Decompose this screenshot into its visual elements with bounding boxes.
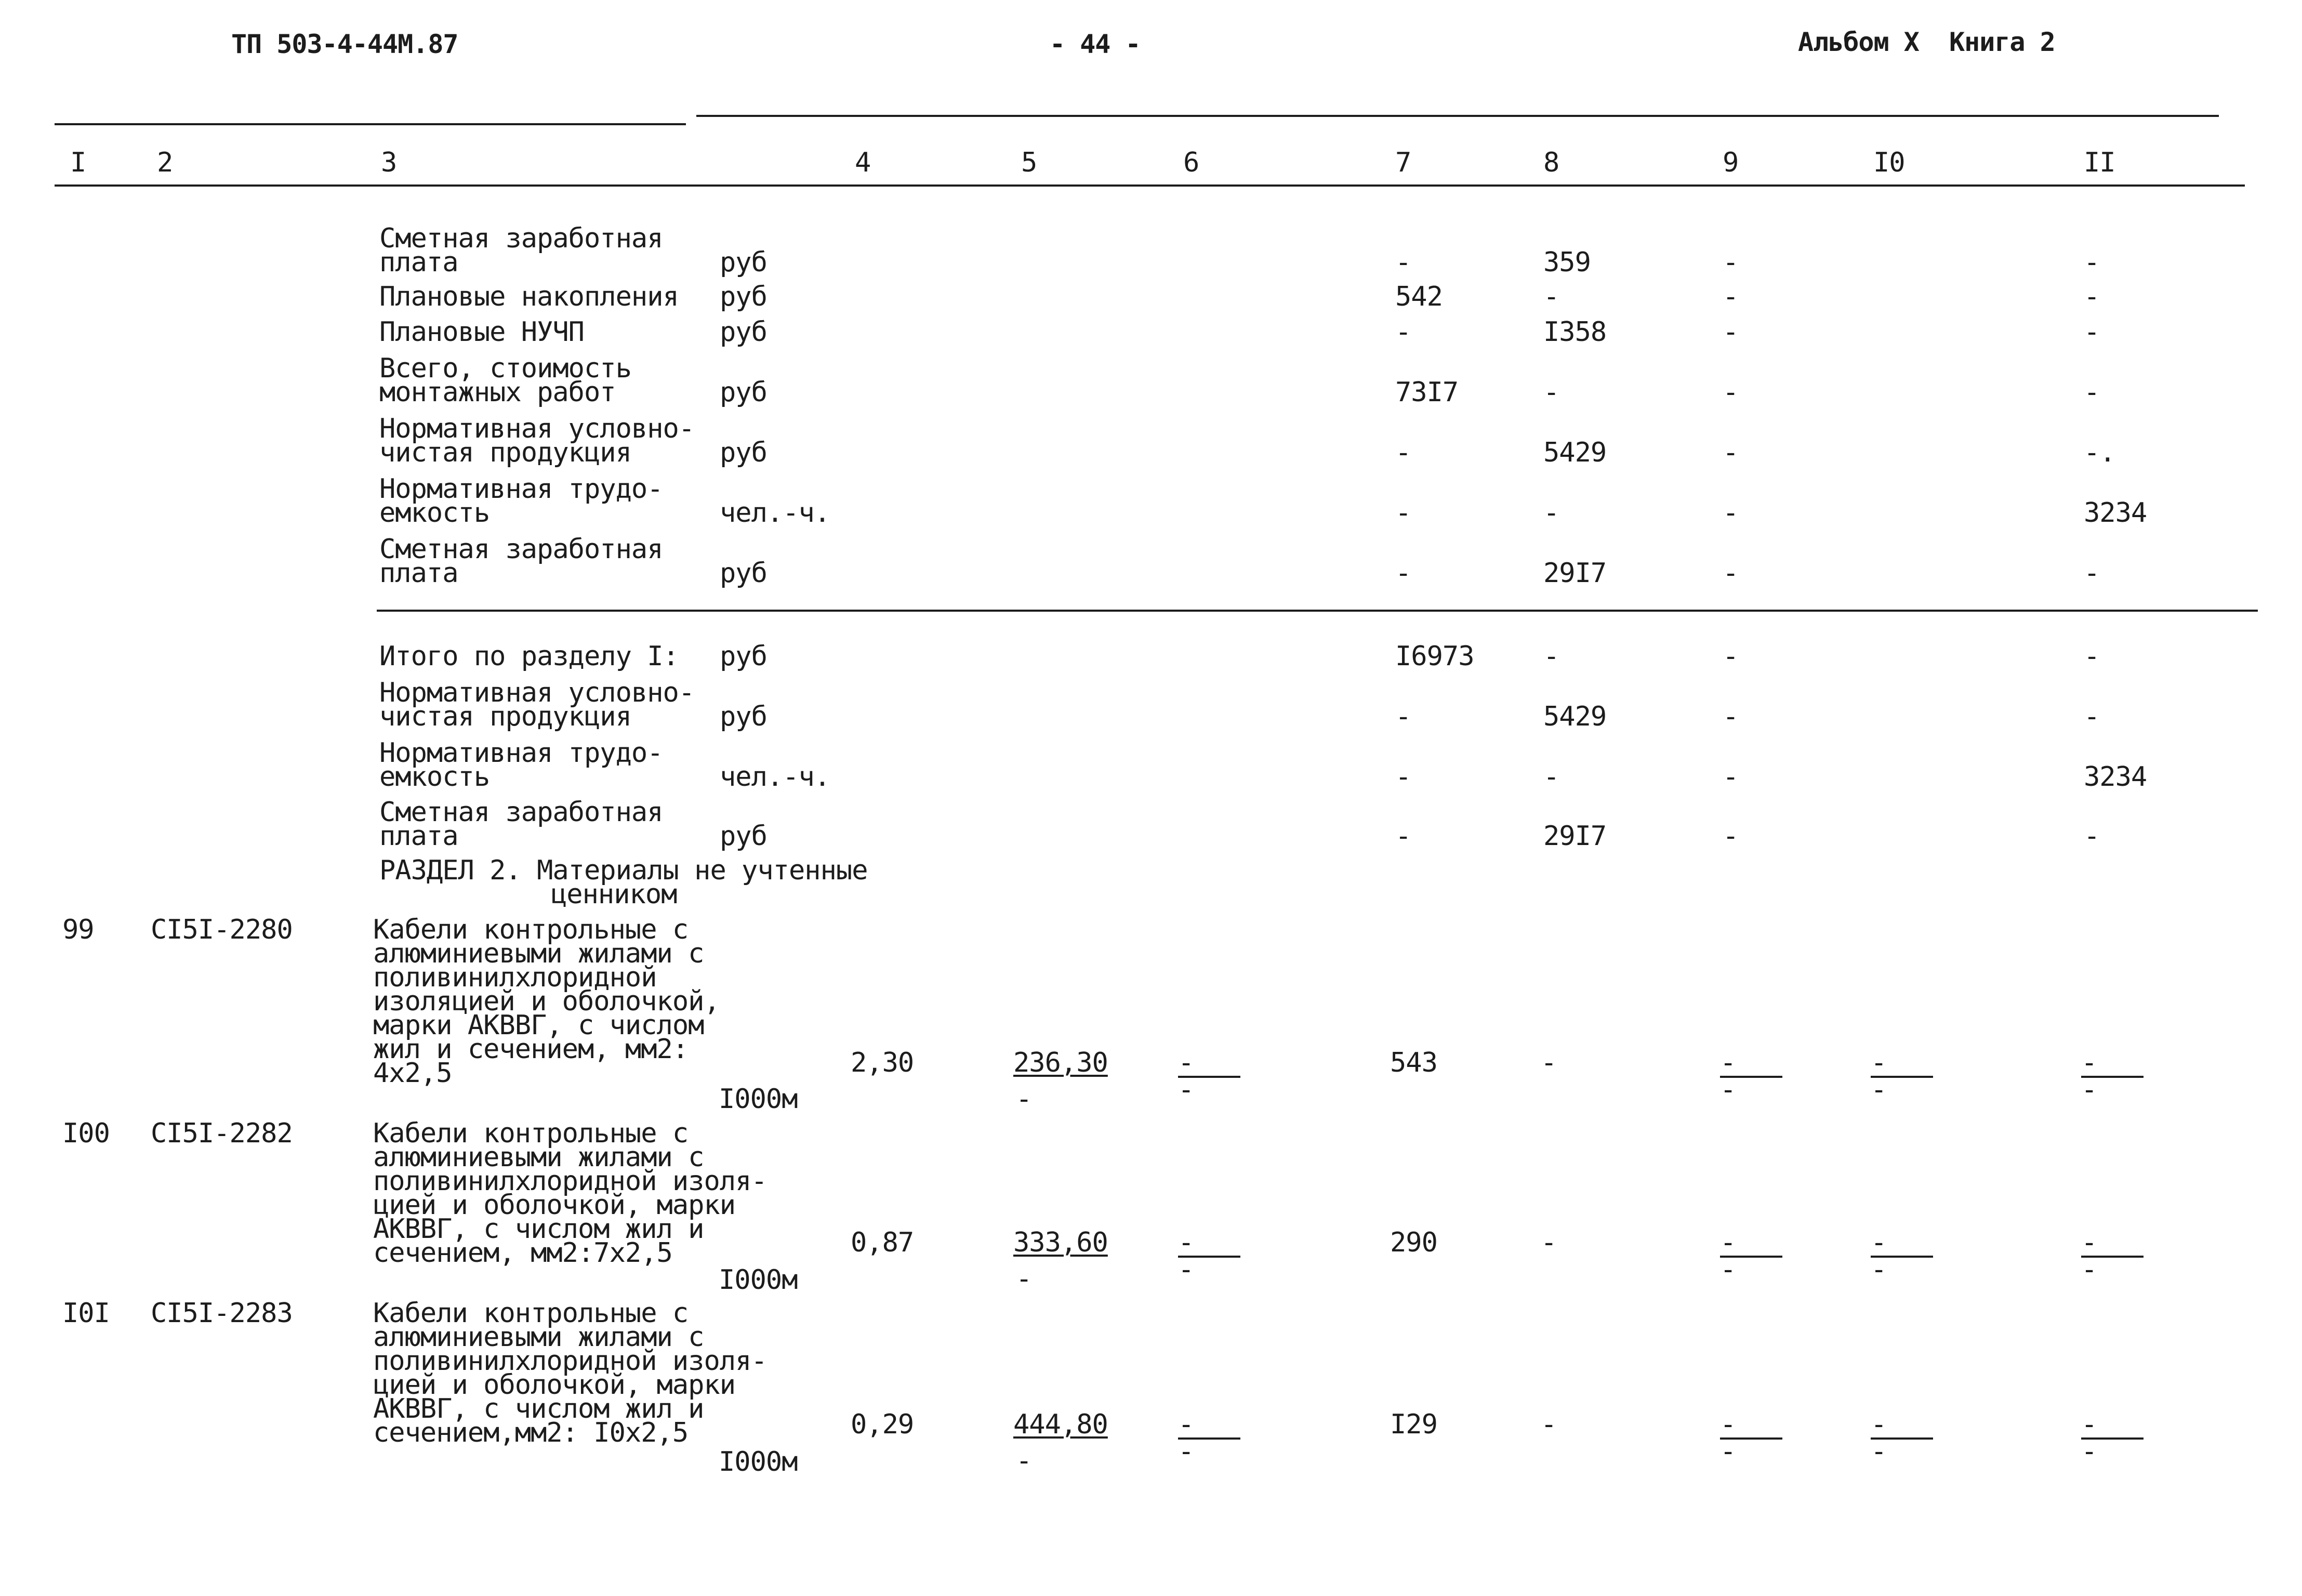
cell-col8: 5429 bbox=[1543, 701, 1607, 732]
item-number: 99 bbox=[62, 914, 94, 945]
cell-col9-fraction: - - bbox=[1720, 1051, 1782, 1102]
row-label: Итого по разделу I: bbox=[379, 641, 679, 672]
cell-col4: 0,87 bbox=[851, 1227, 914, 1258]
row-label: плата bbox=[379, 821, 458, 852]
cell-col5: 444,80 bbox=[1013, 1409, 1108, 1440]
row-unit: чел.-ч. bbox=[720, 497, 830, 529]
row-label: чистая продукция bbox=[379, 437, 631, 468]
column-header-rule bbox=[55, 184, 2245, 187]
cell-col8: 5429 bbox=[1543, 437, 1607, 468]
item-description: сечением,мм2: I0х2,5 bbox=[373, 1417, 689, 1448]
item-description: АКВВГ, с числом жил и bbox=[373, 1393, 704, 1424]
cell-col11: - bbox=[2084, 377, 2100, 408]
cell-col8: - bbox=[1541, 1047, 1557, 1078]
row-label: чистая продукция bbox=[379, 701, 631, 732]
cell-col11: - bbox=[2084, 247, 2100, 278]
cell-col7: - bbox=[1395, 497, 1411, 529]
header-rule-right bbox=[696, 115, 2219, 117]
cell-col9: - bbox=[1723, 558, 1739, 589]
cell-col5: 333,60 bbox=[1013, 1227, 1108, 1258]
cell-col8: 29I7 bbox=[1543, 821, 1607, 852]
cell-col11: 3234 bbox=[2084, 497, 2147, 529]
cell-col9-fraction: - - bbox=[1720, 1231, 1782, 1282]
cell-col7: - bbox=[1395, 558, 1411, 589]
row-unit: руб bbox=[720, 641, 767, 672]
cell-col9-fraction: - - bbox=[1720, 1413, 1782, 1463]
item-description: алюминиевыми жилами с bbox=[373, 1142, 704, 1173]
col-header-11: II bbox=[2084, 147, 2115, 178]
cell-col10-fraction: - - bbox=[1871, 1231, 1933, 1282]
item-description: сечением, мм2:7х2,5 bbox=[373, 1237, 672, 1269]
cell-col11: - bbox=[2084, 821, 2100, 852]
cell-col7: 542 bbox=[1395, 281, 1443, 312]
cell-col7: - bbox=[1395, 437, 1411, 468]
cell-col9: - bbox=[1723, 497, 1739, 529]
cell-col10-fraction: - - bbox=[1871, 1051, 1933, 1102]
row-label: Нормативная условно- bbox=[379, 413, 695, 444]
row-label: Нормативная трудо- bbox=[379, 737, 663, 769]
cell-col7: - bbox=[1395, 316, 1411, 348]
cell-col11: 3234 bbox=[2084, 761, 2147, 793]
row-unit: руб bbox=[720, 821, 767, 852]
cell-col11-fraction: - - bbox=[2081, 1051, 2144, 1102]
row-label: Плановые накопления bbox=[379, 281, 679, 312]
album-label: Альбом X Книга 2 bbox=[1798, 27, 2055, 57]
cell-col8: - bbox=[1543, 497, 1559, 529]
cell-col8: - bbox=[1543, 281, 1559, 312]
row-label: Нормативная трудо- bbox=[379, 473, 663, 505]
row-label: емкость bbox=[379, 761, 490, 793]
cell-col11: - bbox=[2084, 641, 2100, 672]
row-label: Сметная заработная bbox=[379, 223, 663, 254]
item-description: цией и оболочкой, марки bbox=[373, 1190, 736, 1221]
cell-col7: - bbox=[1395, 701, 1411, 732]
cell-col6-fraction: - - bbox=[1178, 1413, 1240, 1463]
cell-col8: - bbox=[1543, 641, 1559, 672]
row-label: Сметная заработная bbox=[379, 797, 663, 828]
cell-col11: - bbox=[2084, 281, 2100, 312]
cell-col8: - bbox=[1543, 761, 1559, 793]
row-label: Нормативная условно- bbox=[379, 677, 695, 708]
cell-col7: 73I7 bbox=[1395, 377, 1459, 408]
item-description: цией и оболочкой, марки bbox=[373, 1369, 736, 1401]
row-label: монтажных работ bbox=[379, 377, 616, 408]
row-label: емкость bbox=[379, 497, 490, 529]
item-description: Кабели контрольные с bbox=[373, 1298, 689, 1329]
cell-col9: - bbox=[1723, 641, 1739, 672]
row-label: Плановые НУЧП bbox=[379, 316, 584, 348]
cell-col5-denominator: - bbox=[1016, 1263, 1032, 1295]
row-unit: руб bbox=[720, 247, 767, 278]
item-code: CI5I-2280 bbox=[151, 914, 293, 945]
cell-col7: 290 bbox=[1390, 1227, 1437, 1258]
item-description: поливинилхлоридной bbox=[373, 962, 657, 993]
col-header-1: I bbox=[70, 147, 86, 178]
cell-col7: - bbox=[1395, 821, 1411, 852]
cell-col9: - bbox=[1723, 761, 1739, 793]
cell-col9: - bbox=[1723, 316, 1739, 348]
item-description: алюминиевыми жилами с bbox=[373, 1322, 704, 1353]
section2-heading-cont: ценником bbox=[551, 879, 677, 910]
col-header-6: 6 bbox=[1183, 147, 1199, 178]
cell-col6-fraction: - - bbox=[1178, 1051, 1240, 1102]
item-number: I0I bbox=[62, 1298, 110, 1329]
section2-heading: РАЗДЕЛ 2. Материалы не учтенные bbox=[379, 855, 868, 886]
cell-col7: - bbox=[1395, 761, 1411, 793]
row-unit: руб bbox=[720, 281, 767, 312]
cell-col5-denominator: - bbox=[1016, 1445, 1032, 1476]
col-header-8: 8 bbox=[1543, 147, 1559, 178]
col-header-9: 9 bbox=[1723, 147, 1739, 178]
page-number: - 44 - bbox=[1050, 29, 1141, 59]
item-description: АКВВГ, с числом жил и bbox=[373, 1214, 704, 1245]
item-description: поливинилхлоридной изоля- bbox=[373, 1166, 767, 1197]
cell-col5: 236,30 bbox=[1013, 1047, 1108, 1078]
cell-col9: - bbox=[1723, 437, 1739, 468]
item-unit: I000м bbox=[719, 1264, 798, 1296]
row-unit: руб bbox=[720, 558, 767, 589]
row-unit: руб bbox=[720, 701, 767, 732]
cell-col8: - bbox=[1541, 1409, 1557, 1440]
cell-col11-fraction: - - bbox=[2081, 1413, 2144, 1463]
item-description: поливинилхлоридной изоля- bbox=[373, 1346, 767, 1377]
row-unit: чел.-ч. bbox=[720, 761, 830, 793]
cell-col9: - bbox=[1723, 377, 1739, 408]
cell-col9: - bbox=[1723, 701, 1739, 732]
cell-col8: I358 bbox=[1543, 316, 1607, 348]
cell-col9: - bbox=[1723, 821, 1739, 852]
col-header-2: 2 bbox=[157, 147, 173, 178]
cell-col6-fraction: - - bbox=[1178, 1231, 1240, 1282]
row-unit: руб bbox=[720, 316, 767, 348]
item-description: алюминиевыми жилами с bbox=[373, 938, 704, 969]
cell-col7: I29 bbox=[1390, 1409, 1437, 1440]
cell-col9: - bbox=[1723, 281, 1739, 312]
cell-col4: 0,29 bbox=[851, 1409, 914, 1440]
col-header-3: 3 bbox=[381, 147, 397, 178]
item-description: марки АКВВГ, с числом bbox=[373, 1010, 704, 1041]
header-rule-left bbox=[55, 123, 686, 125]
col-header-7: 7 bbox=[1395, 147, 1411, 178]
item-description: изоляцией и оболочкой, bbox=[373, 986, 720, 1017]
doc-code: ТП 503-4-44М.87 bbox=[231, 29, 458, 59]
item-code: CI5I-2282 bbox=[151, 1118, 293, 1149]
item-description: Кабели контрольные с bbox=[373, 1118, 689, 1149]
item-code: CI5I-2283 bbox=[151, 1298, 293, 1329]
cell-col4: 2,30 bbox=[851, 1047, 914, 1078]
row-label: плата bbox=[379, 558, 458, 589]
cell-col8: - bbox=[1541, 1227, 1557, 1258]
cell-col11: - bbox=[2084, 701, 2100, 732]
item-description: жил и сечением, мм2: bbox=[373, 1034, 689, 1065]
cell-col8: 29I7 bbox=[1543, 558, 1607, 589]
row-unit: руб bbox=[720, 437, 767, 468]
cell-col7: - bbox=[1395, 247, 1411, 278]
row-label: Сметная заработная bbox=[379, 534, 663, 565]
item-description: 4х2,5 bbox=[373, 1058, 452, 1089]
cell-col11: - bbox=[2084, 316, 2100, 348]
cell-col7: I6973 bbox=[1395, 641, 1474, 672]
cell-col11-fraction: - - bbox=[2081, 1231, 2144, 1282]
cell-col8: 359 bbox=[1543, 247, 1591, 278]
col-header-10: I0 bbox=[1873, 147, 1905, 178]
row-unit: руб bbox=[720, 377, 767, 408]
cell-col5-denominator: - bbox=[1016, 1084, 1032, 1115]
cell-col11: -. bbox=[2084, 437, 2115, 468]
row-label: плата bbox=[379, 247, 458, 278]
item-unit: I000м bbox=[719, 1446, 798, 1478]
cell-col11: - bbox=[2084, 558, 2100, 589]
cell-col8: - bbox=[1543, 377, 1559, 408]
item-number: I00 bbox=[62, 1118, 110, 1149]
section-divider-rule bbox=[377, 610, 2258, 612]
cell-col9: - bbox=[1723, 247, 1739, 278]
row-label: Всего, стоимость bbox=[379, 353, 631, 384]
item-unit: I000м bbox=[719, 1084, 798, 1115]
cell-col10-fraction: - - bbox=[1871, 1413, 1933, 1463]
col-header-4: 4 bbox=[855, 147, 871, 178]
col-header-5: 5 bbox=[1021, 147, 1037, 178]
item-description: Кабели контрольные с bbox=[373, 914, 689, 945]
cell-col7: 543 bbox=[1390, 1047, 1437, 1078]
